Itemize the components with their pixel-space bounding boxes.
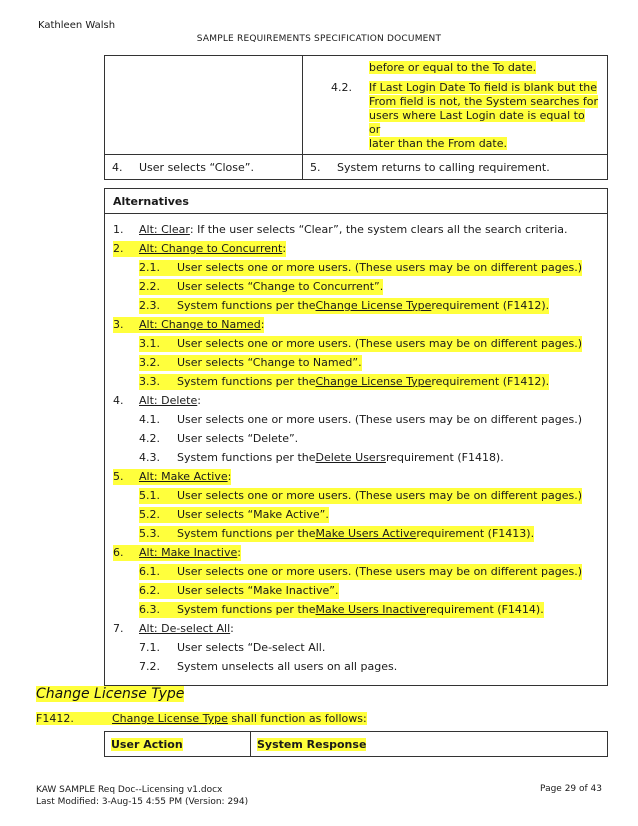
list-item: 6.3. System functions per the Make Users Inactive requirement (F1414). xyxy=(139,602,544,616)
list-item: 7.2. System unselects all users on all pages. xyxy=(139,659,398,673)
alt-delete-link[interactable]: Alt: Delete xyxy=(139,393,198,407)
return-step-cell xyxy=(303,155,608,180)
step-number: 4.2. xyxy=(331,81,352,94)
list-item: 4.2. User selects “Delete”. xyxy=(139,431,299,445)
footer-modified: Last Modified: 3-Aug-15 4:55 PM (Version: 294) xyxy=(36,797,249,807)
footer-file-info xyxy=(36,784,248,808)
header-user-action: User Action xyxy=(105,732,251,757)
list-item: 3.3. System functions per the Change License Type requirement (F1412). xyxy=(139,374,550,388)
change-license-type-link[interactable]: Change License Type xyxy=(315,374,432,388)
system-response-cell xyxy=(303,56,608,155)
list-item: 3.2. User selects “Change to Named”. xyxy=(139,355,362,369)
use-case-steps-table xyxy=(104,55,608,180)
list-item: 2.3. System functions per the Change License Type requirement (F1412). xyxy=(139,298,550,312)
list-item: 3.1. User selects one or more users. (These users may be on different pages.) xyxy=(139,336,582,350)
make-users-inactive-link[interactable]: Make Users Inactive xyxy=(315,602,426,616)
delete-users-link[interactable]: Delete Users xyxy=(315,450,386,464)
make-users-active-link[interactable]: Make Users Active xyxy=(315,526,417,540)
list-item: 4.3. System functions per the Delete Users requirement (F1418). xyxy=(139,450,504,464)
continued-line: before or equal to the To date. xyxy=(369,61,537,74)
alt-clear-link[interactable]: Alt: Clear xyxy=(139,222,190,236)
alt-delete: 4. Alt: Delete : xyxy=(113,393,201,407)
alt-make-active-link[interactable]: Alt: Make Active xyxy=(139,469,228,483)
requirement-id: F1412. xyxy=(36,712,112,725)
alt-named-link[interactable]: Alt: Change to Named xyxy=(139,317,261,331)
header-system-response: System Response xyxy=(251,732,608,757)
list-item: 4.1. User selects one or more users. (These users may be on different pages.) xyxy=(139,412,582,426)
change-license-type-table xyxy=(104,731,608,757)
list-item: 2.2. User selects “Change to Concurrent”. xyxy=(139,279,384,293)
step-line: If Last Login Date To field is blank but the xyxy=(369,81,598,94)
alternatives-table xyxy=(104,188,608,686)
close-step-text: User selects “Close”. xyxy=(139,160,254,174)
list-item: 5.1. User selects one or more users. (These users may be on different pages.) xyxy=(139,488,582,502)
alt-make-active: 5. Alt: Make Active : xyxy=(113,469,232,483)
return-step-number: 5. xyxy=(310,160,321,174)
list-item: 5.3. System functions per the Make Users Active requirement (F1413). xyxy=(139,526,535,540)
close-step-number: 4. xyxy=(112,160,123,174)
alt-deselect-all-link[interactable]: Alt: De-select All xyxy=(139,621,231,635)
user-action-cell xyxy=(105,56,303,155)
alt-change-to-concurrent: 2. Alt: Change to Concurrent : xyxy=(113,241,287,255)
change-license-type-link[interactable]: Change License Type xyxy=(315,298,432,312)
step-line: From field is not, the System searches for xyxy=(369,95,598,108)
list-item: 6.1. User selects one or more users. (These users may be on different pages.) xyxy=(139,564,582,578)
step-line: users where Last Login date is equal to or xyxy=(369,109,585,136)
alt-clear: 1. Alt: Clear : If the user selects “Clear”, the system clears all the search criteria. xyxy=(113,222,568,236)
footer-page-number: Page 29 of 43 xyxy=(540,784,602,794)
section-heading: Change License Type xyxy=(36,686,185,702)
alt-make-inactive-link[interactable]: Alt: Make Inactive xyxy=(139,545,238,559)
alt-concurrent-link[interactable]: Alt: Change to Concurrent xyxy=(139,241,283,255)
list-item: 2.1. User selects one or more users. (These users may be on different pages.) xyxy=(139,260,582,274)
change-license-type-link[interactable]: Change License Type xyxy=(112,712,228,725)
alt-change-to-named: 3. Alt: Change to Named : xyxy=(113,317,265,331)
footer-filename: KAW SAMPLE Req Doc--Licensing v1.docx xyxy=(36,785,223,795)
alternatives-heading: Alternatives xyxy=(105,189,607,214)
alt-make-inactive: 6. Alt: Make Inactive : xyxy=(113,545,241,559)
alt-deselect-all: 7. Alt: De-select All : xyxy=(113,621,234,635)
list-item: 6.2. User selects “Make Inactive”. xyxy=(139,583,339,597)
list-item: 5.2. User selects “Make Active”. xyxy=(139,507,329,521)
requirement-line: F1412. Change License Type shall function as follows: xyxy=(36,712,367,725)
close-step-cell xyxy=(105,155,303,180)
step-line: later than the From date. xyxy=(369,137,507,150)
document-title: SAMPLE REQUIREMENTS SPECIFICATION DOCUMENT xyxy=(196,34,442,44)
list-item: 7.1. User selects “De-select All. xyxy=(139,640,326,654)
author-name: Kathleen Walsh xyxy=(38,20,116,31)
return-step-text: System returns to calling requirement. xyxy=(337,160,550,174)
